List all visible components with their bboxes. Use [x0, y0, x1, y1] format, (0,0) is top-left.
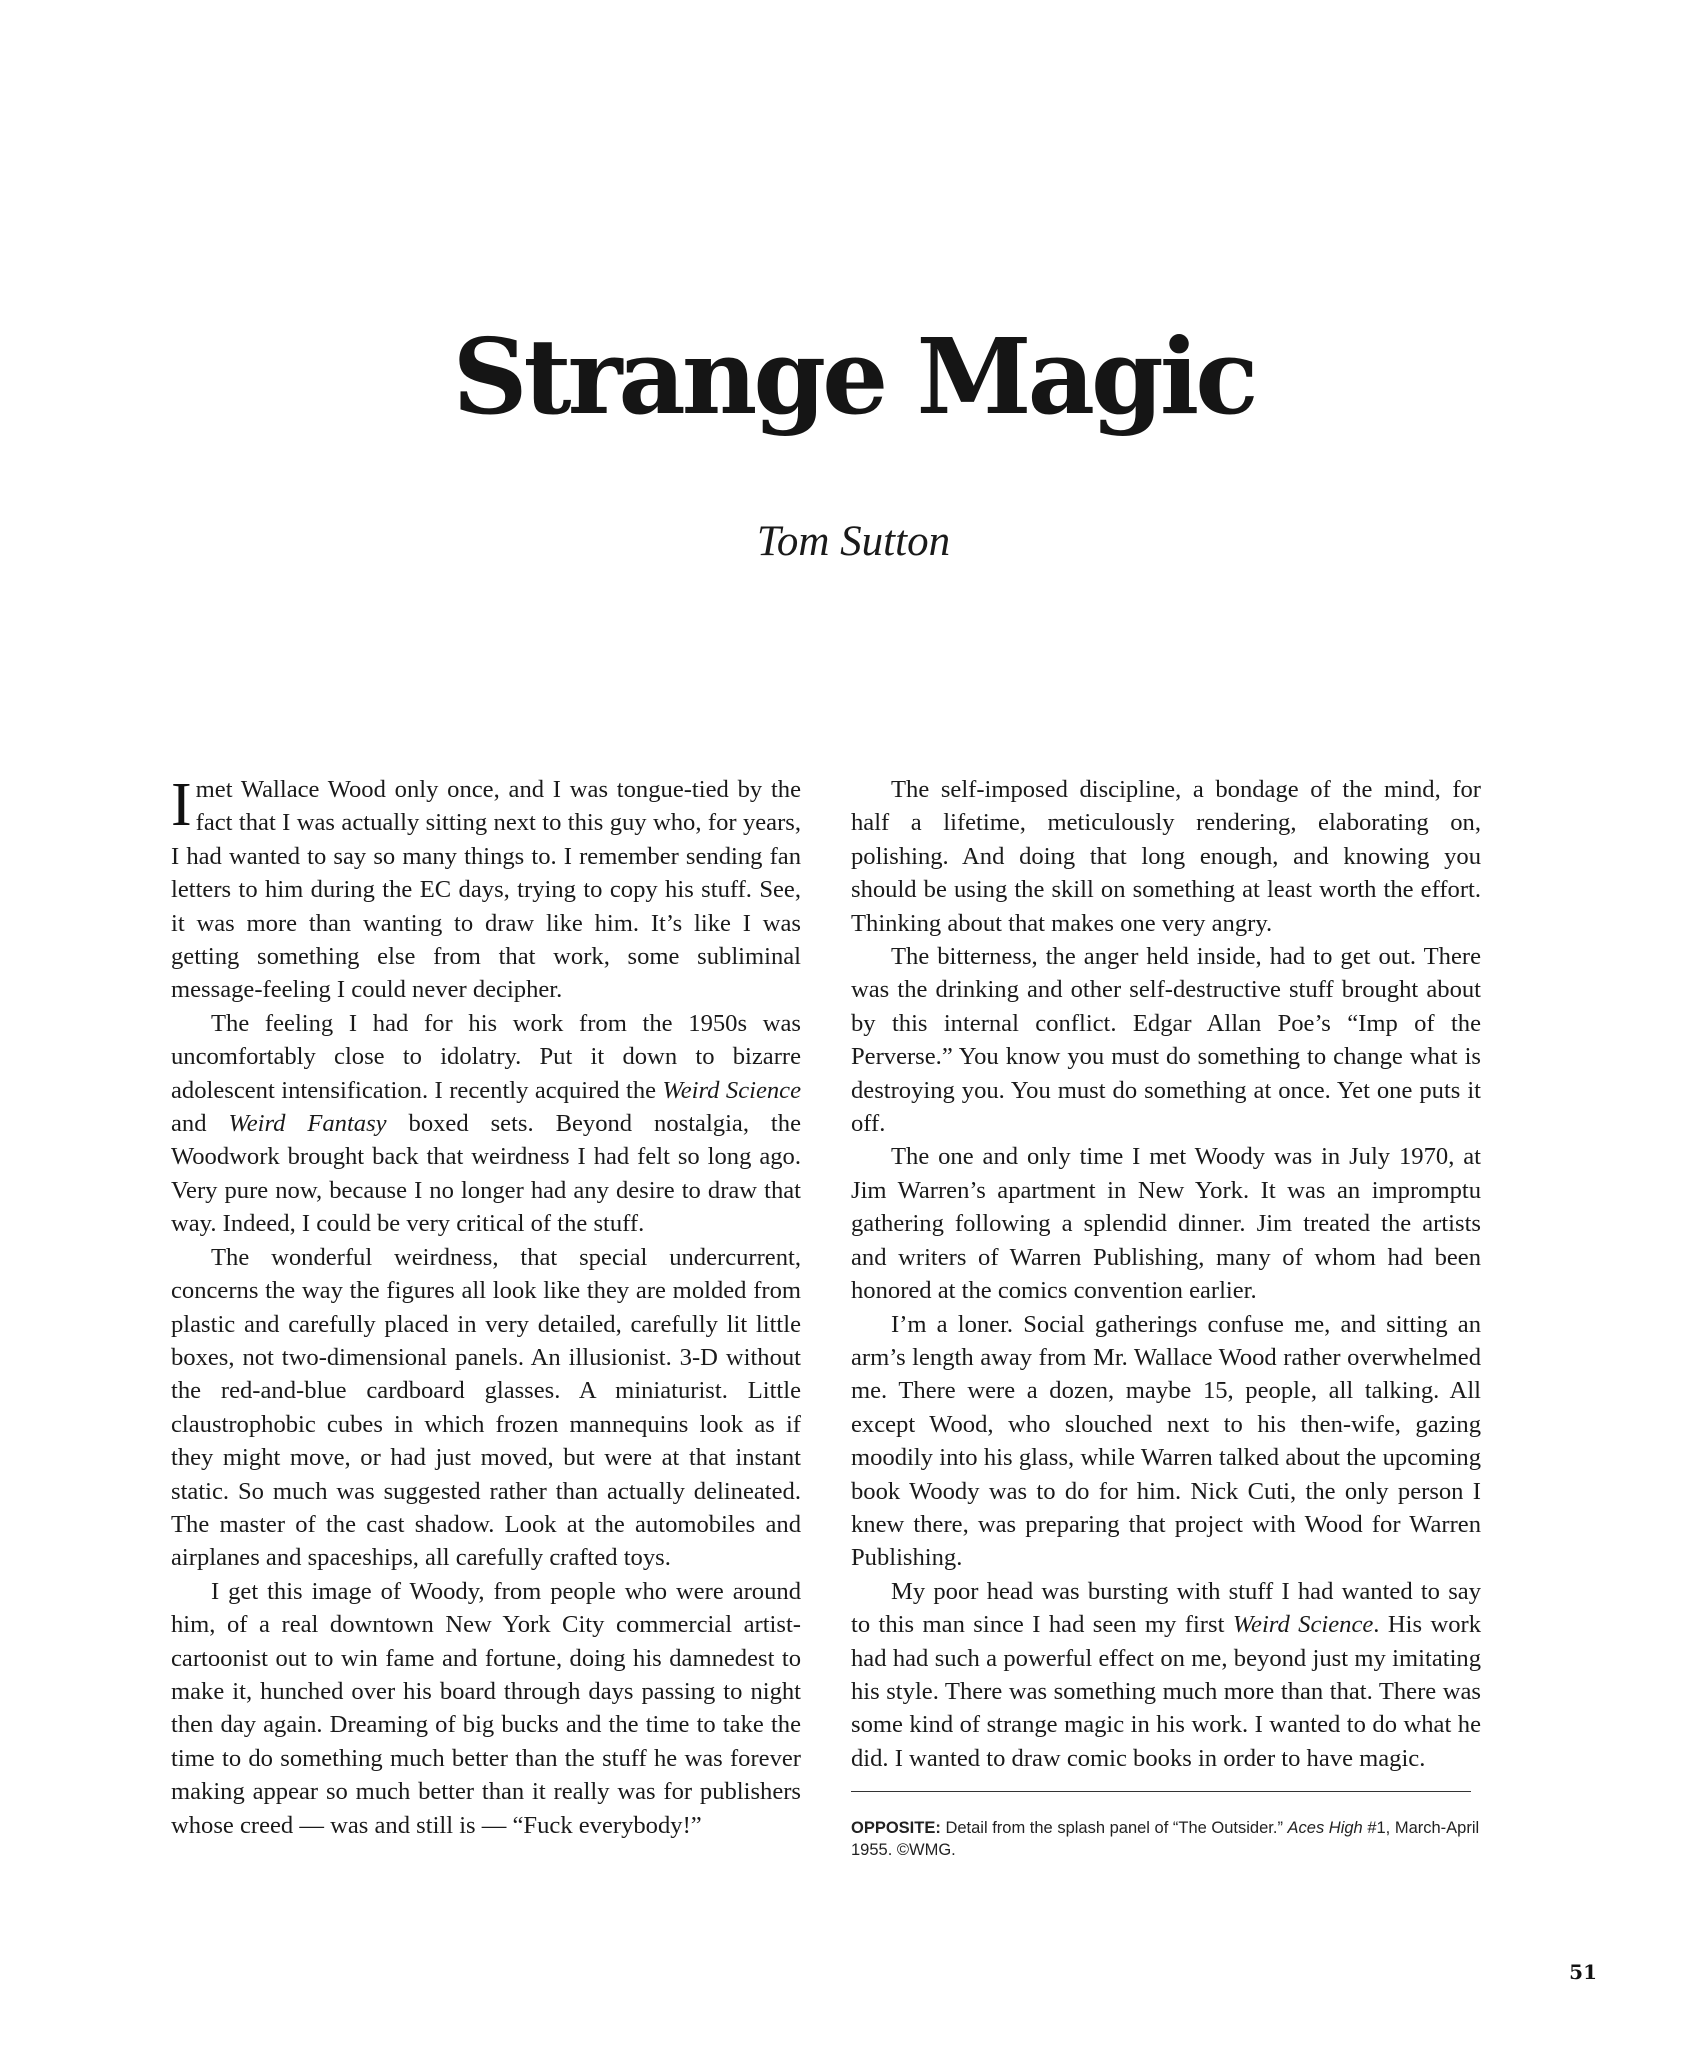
- paragraph-text: . His work had had such a powerful effect on me, beyond just my imitating his style. There was something much more than that. There was some kind of strange magic in his work. I wanted to do what he did. I wanted to draw comic books in order to have magic.: [851, 1611, 1481, 1772]
- paragraph: I’m a loner. Social gatherings confuse me, and sitting an arm’s length away from Mr. Wallace Wood rather overwhelmed me. There were a dozen, maybe 15, people, all talking. All except Wood, who slouched next to his then-wife, gazing moodily into his glass, while Warren talked about the upcoming book Woody was to do for him. Nick Cuti, the only person I knew there, was preparing that project with Wood for Warren Publishing.: [851, 1310, 1481, 1572]
- caption-text: Detail from the splash panel of “The Outsider.”: [940, 1819, 1288, 1837]
- publication-title: Weird Fantasy: [228, 1110, 387, 1138]
- paragraph-text: and: [171, 1110, 229, 1138]
- paragraph-text: boxed sets. Beyond nostalgia, the Woodwork brought back that weirdness I had felt so long ago. Very pure now, because I no longer had any desire to draw that way. Indeed, I could be very critical of the stuff.: [171, 1110, 801, 1238]
- paragraph: The wonderful weirdness, that special undercurrent, concerns the way the figures all look like they are molded from plastic and carefully placed in very detailed, carefully lit little boxes, not two-dimensional panels. An illusionist. 3-D without the red-and-blue cardboard glasses. A miniaturist. Little claustrophobic cubes in which frozen mannequins look as if they might move, or had just moved, but were at that instant static. So much was suggested rather than actually delineated. The master of the cast shadow. Look at the automobiles and airplanes and spaceships, all carefully crafted toys.: [171, 1243, 801, 1572]
- paragraph: [851, 1575, 1481, 1775]
- paragraph: The self-imposed discipline, a bondage of the mind, for half a lifetime, meticulously rendering, elaborating on, polishing. And doing that long enough, and knowing you should be using the skill on something at least worth the effort. Thinking about that makes one very angry.: [851, 776, 1481, 937]
- publication-title: Weird Science: [1232, 1611, 1374, 1639]
- paragraph: [171, 773, 801, 1007]
- paragraph-text: met Wallace Wood only once, and I was tongue-tied by the fact that I was actually sitting next to this guy who, for years, I had wanted to say so many things to. I remember sending fan letters to him during the EC days, trying to copy his stuff. See, it was more than wanting to draw like him. It’s like I was getting something else from that work, some subliminal message-feeling I could never decipher.: [171, 776, 801, 1004]
- caption-divider: [851, 1791, 1471, 1792]
- paragraph: I get this image of Woody, from people who were around him, of a real downtown New York City commercial artist-cartoonist out to win fame and fortune, doing his damnedest to make it, hunched over his board through days passing to night then day again. Dreaming of big bucks and the time to take the time to do something much better than the stuff he was forever making appear so much better than it really was for publishers whose creed — was and still is — “Fuck everybody!”: [171, 1577, 801, 1839]
- caption-publication-title: Aces High: [1287, 1819, 1363, 1837]
- publication-title: Weird Science: [662, 1076, 802, 1104]
- left-column: [171, 773, 801, 1842]
- paragraph: [171, 1007, 801, 1241]
- page-number: 51: [1569, 1960, 1597, 1984]
- paragraph: The one and only time I met Woody was in July 1970, at Jim Warren’s apartment in New York. It was an impromptu gathering following a splendid dinner. Jim treated the artists and writers of Warren Publishing, many of whom had been honored at the comics convention earlier.: [851, 1143, 1481, 1305]
- paragraph-text: The feeling I had for his work from the 1950s was uncomfortably close to idolatry. Put it down to bizarre adolescent intensification. I recently acquired the: [171, 1009, 801, 1104]
- article-title: Strange Magic: [452, 315, 1255, 438]
- caption-label: OPPOSITE:: [851, 1819, 941, 1837]
- drop-cap: I: [171, 771, 192, 839]
- right-column: [851, 773, 1481, 1775]
- image-caption: [851, 1817, 1491, 1861]
- paragraph-text: My poor head was bursting with stuff I had wanted to say to this man since I had seen my first: [851, 1577, 1481, 1639]
- paragraph: The bitterness, the anger held inside, had to get out. There was the drinking and other self-destructive stuff brought about by this internal conflict. Edgar Allan Poe’s “Imp of the Perverse.” You know you must do something to change what is destroying you. You must do something at once. Yet one puts it off.: [851, 943, 1481, 1138]
- caption-text: #1, March-April 1955. ©WMG.: [851, 1819, 1480, 1859]
- author-byline: Tom Sutton: [756, 518, 951, 565]
